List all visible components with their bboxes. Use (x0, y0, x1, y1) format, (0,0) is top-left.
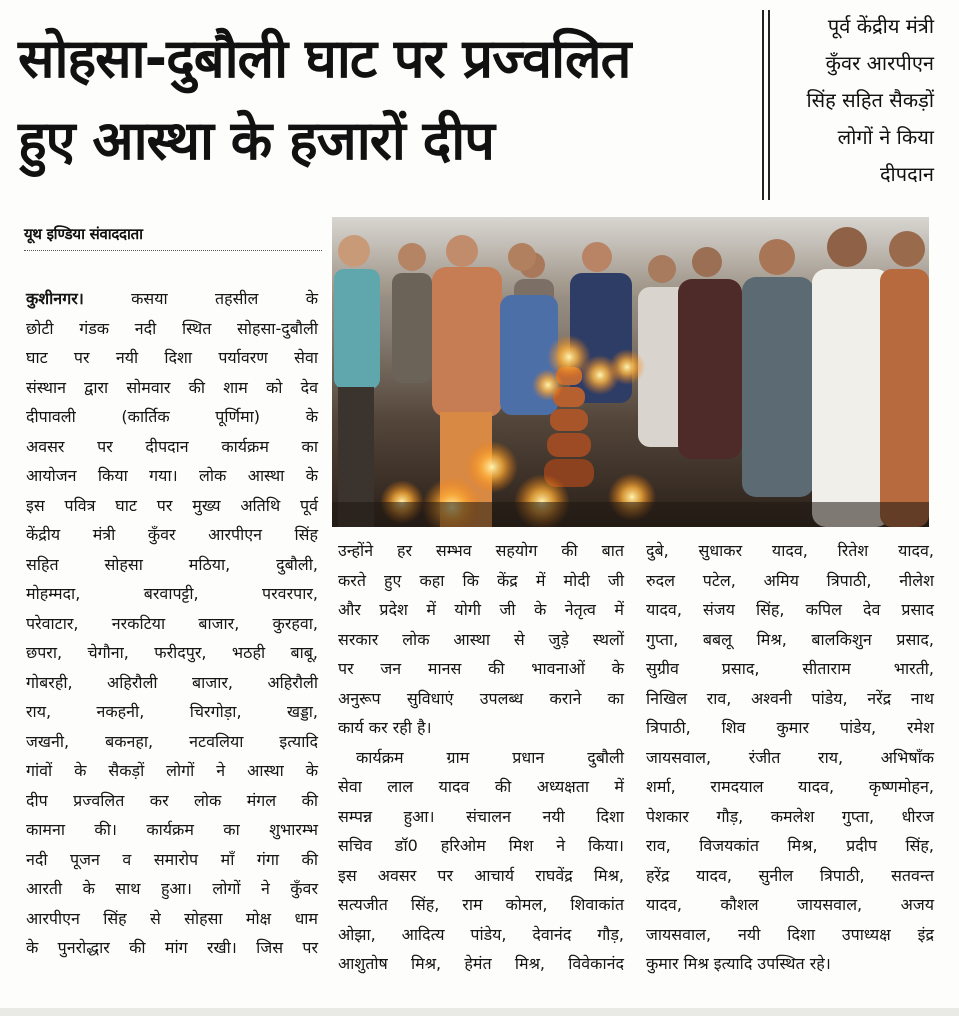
article-line: सरकार लोक आस्था से जुड़े स्थलों (338, 629, 624, 649)
headline-line-2: हुए आस्था के हजारों दीप (18, 109, 494, 172)
article-line: इस पवित्र घाट पर मुख्य अतिथि पूर्व (26, 495, 318, 515)
article-line: दीपावली (कार्तिक पूर्णिमा) के (26, 407, 318, 426)
article-line: सेवा लाल यादव की अध्यक्षता में (338, 777, 624, 796)
article-line: राय, नकहनी, चिरगोड़ा, खड्डा, (26, 702, 318, 721)
article-line: दुबे, सुधाकर यादव, रितेश यादव, (646, 541, 934, 560)
article-line: कुमार मिश्र इत्यादि उपस्थित रहे। (646, 954, 831, 973)
article-line: सम्पन्न हुआ। संचालन नयी दिशा (338, 806, 624, 826)
article-line: यादव, संजय सिंह, कपिल देव प्रसाद (646, 600, 934, 619)
article-line: गांवों के सैकड़ों लोगों ने आस्था के (26, 761, 318, 780)
article-line: सचिव डॉ0 हरिओम मिश ने किया। (338, 836, 624, 855)
article-line: आरपीएन सिंह से सोहसा मोक्ष धाम (26, 908, 318, 928)
article-line: राव, विजयकांत मिश्र, प्रदीप सिंह, (646, 836, 934, 855)
column-rule (762, 10, 764, 200)
article-line: हरेंद्र यादव, सुनील त्रिपाठी, सतवन्त (646, 865, 934, 885)
article-line: आशुतोष मिश्र, हेमंत मिश्र, विवेकानंद (338, 954, 624, 973)
dateline: कुशीनगर। (26, 289, 84, 308)
deck-line: कुँवर आरपीएन (825, 51, 934, 75)
column-rule (768, 10, 770, 200)
article-line: गुप्ता, बबलू मिश्र, बालकिशुन प्रसाद, (646, 629, 934, 649)
deck-line: सिंह सहित सैकड़ों (806, 88, 934, 112)
subheadline-deck (776, 8, 934, 193)
article-line: निखिल राव, अश्वनी पांडेय, नरेंद्र नाथ (646, 688, 934, 708)
article-line: उन्होंने हर सम्भव सहयोग की बात (338, 541, 624, 560)
article-line: कार्य कर रही है। (338, 718, 432, 737)
article-line: शर्मा, रामदयाल यादव, कृष्णमोहन, (646, 777, 934, 796)
article-line: घाट पर नयी दिशा पर्यावरण सेवा (26, 348, 318, 367)
article-line: केंद्रीय मंत्री कुँवर आरपीएन सिंह (26, 525, 318, 544)
article-line: त्रिपाठी, शिव कुमार पांडेय, रमेश (646, 718, 934, 737)
article-line: जखनी, बकनहा, नटवलिया इत्यादि (26, 731, 318, 751)
headline (18, 18, 756, 182)
article-line: ओझा, आदित्य पांडेय, देवानंद गौड़, (338, 924, 624, 944)
article-line: और प्रदेश में योगी जी के नेतृत्व में (338, 600, 624, 619)
article-line: गोबरही, अहिरौली बाजार, अहिरौली (26, 672, 318, 692)
article-line: दीप प्रज्वलित कर लोक मंगल की (26, 790, 318, 810)
article-line: छपरा, चेगौना, फरीदपुर, भठही बाबू, (26, 643, 318, 662)
article-line: मोहम्मदा, बरवापट्टी, परवरपार, (26, 584, 318, 603)
article-line: के पुनरोद्धार की मांग रखी। जिस पर (26, 938, 318, 957)
article-line: करते हुए कहा कि केंद्र में मोदी जी (338, 570, 624, 590)
article-line: सुग्रीव प्रसाद, सीताराम भारती, (646, 659, 934, 678)
page-bottom-strip (0, 1008, 959, 1016)
article-line: जायसवाल, रंजीत राय, अभिषाँक (646, 747, 934, 767)
article-line: अनुरूप सुविधाएं उपलब्ध कराने का (338, 688, 624, 708)
article-line (26, 284, 318, 314)
article-line: छोटी गंडक नदी स्थित सोहसा-दुबौली (26, 318, 318, 338)
article-line: परेवाटार, नरकटिया बाजार, कुरहवा, (26, 613, 318, 633)
byline: यूथ इण्डिया संवाददाता (24, 224, 322, 251)
article-line: संस्थान द्वारा सोमवार की शाम को देव (26, 377, 318, 397)
article-line: पर जन मानस की भावनाओं के (338, 659, 624, 678)
article-line: अवसर पर दीपदान कार्यक्रम का (26, 436, 318, 456)
article-column-3 (646, 536, 934, 979)
deck-line: दीपदान (879, 162, 934, 186)
article-line: कामना की। कार्यक्रम का शुभारम्भ (26, 820, 318, 839)
article-line: सहित सोहसा मठिया, दुबौली, (26, 554, 318, 574)
news-photo (332, 217, 929, 527)
article-line: पेशकार गौड़, कमलेश गुप्ता, धीरज (646, 806, 934, 826)
headline-line-1: सोहसा-दुबौली घाट पर प्रज्वलित (18, 27, 631, 90)
deck-line: लोगों ने किया (837, 125, 934, 149)
article-line: नदी पूजन व समारोप माँ गंगा की (26, 849, 318, 869)
article-line: जायसवाल, नयी दिशा उपाध्यक्ष इंद्र (646, 924, 934, 944)
deck-line: पूर्व केंद्रीय मंत्री (827, 14, 934, 38)
article-line: इस अवसर पर आचार्य राघवेंद्र मिश्र, (338, 865, 624, 885)
article-text: कसया तहसील के (83, 289, 318, 308)
article-line: रुदल पटेल, अमिय त्रिपाठी, नीलेश (646, 570, 934, 590)
article-line: आरती के साथ हुआ। लोगों ने कुँवर (26, 879, 318, 898)
photo-illustration (332, 217, 929, 527)
article-line: सत्यजीत सिंह, राम कोमल, शिवाकांत (338, 895, 624, 914)
article-column-1 (26, 284, 318, 963)
article-line: आयोजन किया गया। लोक आस्था के (26, 466, 318, 485)
article-column-2 (338, 536, 624, 979)
article-line: कार्यक्रम ग्राम प्रधान दुबौली (356, 747, 624, 767)
article-line: यादव, कौशल जायसवाल, अजय (646, 895, 934, 914)
